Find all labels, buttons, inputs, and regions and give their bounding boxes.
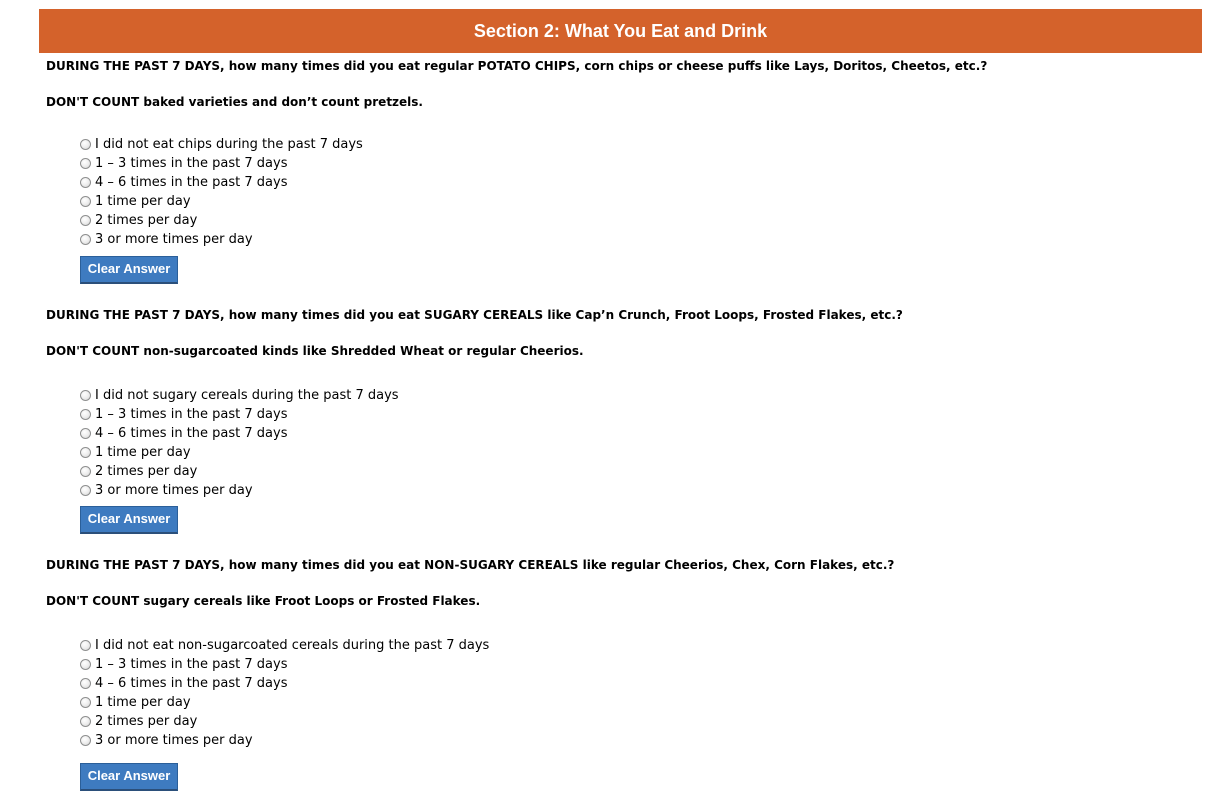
option-label[interactable]: 1 – 3 times in the past 7 days: [95, 156, 288, 171]
radio-button[interactable]: [80, 428, 91, 439]
option-label[interactable]: 4 – 6 times in the past 7 days: [95, 676, 288, 691]
answer-options: [80, 386, 399, 500]
question-note: DON'T COUNT non-sugarcoated kinds like Shredded Wheat or regular Cheerios.: [46, 344, 584, 358]
option-row[interactable]: [80, 693, 489, 712]
option-label[interactable]: 3 or more times per day: [95, 733, 253, 748]
option-row[interactable]: [80, 405, 399, 424]
radio-button[interactable]: [80, 234, 91, 245]
option-row[interactable]: [80, 636, 489, 655]
option-label[interactable]: 1 time per day: [95, 194, 191, 209]
option-row[interactable]: [80, 386, 399, 405]
option-label[interactable]: 2 times per day: [95, 464, 198, 479]
option-label[interactable]: 1 – 3 times in the past 7 days: [95, 407, 288, 422]
radio-button[interactable]: [80, 215, 91, 226]
option-label[interactable]: 2 times per day: [95, 714, 198, 729]
radio-button[interactable]: [80, 447, 91, 458]
radio-button[interactable]: [80, 390, 91, 401]
radio-button[interactable]: [80, 196, 91, 207]
question-note: DON'T COUNT sugary cereals like Froot Loops or Frosted Flakes.: [46, 594, 481, 608]
option-row[interactable]: [80, 424, 399, 443]
option-row[interactable]: [80, 230, 363, 249]
option-row[interactable]: [80, 173, 363, 192]
question-text: DURING THE PAST 7 DAYS, how many times did you eat SUGARY CEREALS like Cap’n Crunch, Froot Loops, Frosted Flakes, etc.?: [46, 308, 903, 322]
option-label[interactable]: I did not sugary cereals during the past 7 days: [95, 388, 399, 403]
option-row[interactable]: [80, 481, 399, 500]
option-row[interactable]: [80, 655, 489, 674]
option-label[interactable]: 4 – 6 times in the past 7 days: [95, 426, 288, 441]
radio-button[interactable]: [80, 158, 91, 169]
option-label[interactable]: 4 – 6 times in the past 7 days: [95, 175, 288, 190]
option-label[interactable]: I did not eat non-sugarcoated cereals during the past 7 days: [95, 638, 490, 653]
radio-button[interactable]: [80, 466, 91, 477]
option-row[interactable]: [80, 443, 399, 462]
radio-button[interactable]: [80, 678, 91, 689]
option-row[interactable]: [80, 462, 399, 481]
option-row[interactable]: [80, 731, 489, 750]
section-title: Section 2: What You Eat and Drink: [39, 9, 1202, 53]
radio-button[interactable]: [80, 735, 91, 746]
clear-answer-button[interactable]: Clear Answer: [80, 763, 178, 791]
question-text: DURING THE PAST 7 DAYS, how many times did you eat regular POTATO CHIPS, corn chips or cheese puffs like Lays, Doritos, Cheetos, etc.?: [46, 59, 988, 73]
radio-button[interactable]: [80, 659, 91, 670]
clear-answer-button[interactable]: Clear Answer: [80, 256, 178, 284]
radio-button[interactable]: [80, 640, 91, 651]
radio-button[interactable]: [80, 697, 91, 708]
option-label[interactable]: 1 time per day: [95, 695, 191, 710]
option-label[interactable]: 1 time per day: [95, 445, 191, 460]
option-row[interactable]: [80, 192, 363, 211]
option-row[interactable]: [80, 674, 489, 693]
option-label[interactable]: 1 – 3 times in the past 7 days: [95, 657, 288, 672]
answer-options: [80, 636, 489, 750]
radio-button[interactable]: [80, 716, 91, 727]
option-row[interactable]: [80, 211, 363, 230]
option-row[interactable]: [80, 712, 489, 731]
option-label[interactable]: I did not eat chips during the past 7 days: [95, 137, 363, 152]
option-label[interactable]: 2 times per day: [95, 213, 198, 228]
answer-options: [80, 135, 363, 249]
option-label[interactable]: 3 or more times per day: [95, 483, 253, 498]
option-row[interactable]: [80, 135, 363, 154]
radio-button[interactable]: [80, 409, 91, 420]
question-text: DURING THE PAST 7 DAYS, how many times did you eat NON-SUGARY CEREALS like regular Cheerios, Chex, Corn Flakes, etc.?: [46, 558, 895, 572]
option-row[interactable]: [80, 154, 363, 173]
question-note: DON'T COUNT baked varieties and don’t count pretzels.: [46, 95, 423, 109]
clear-answer-button[interactable]: Clear Answer: [80, 506, 178, 534]
radio-button[interactable]: [80, 485, 91, 496]
radio-button[interactable]: [80, 139, 91, 150]
radio-button[interactable]: [80, 177, 91, 188]
option-label[interactable]: 3 or more times per day: [95, 232, 253, 247]
